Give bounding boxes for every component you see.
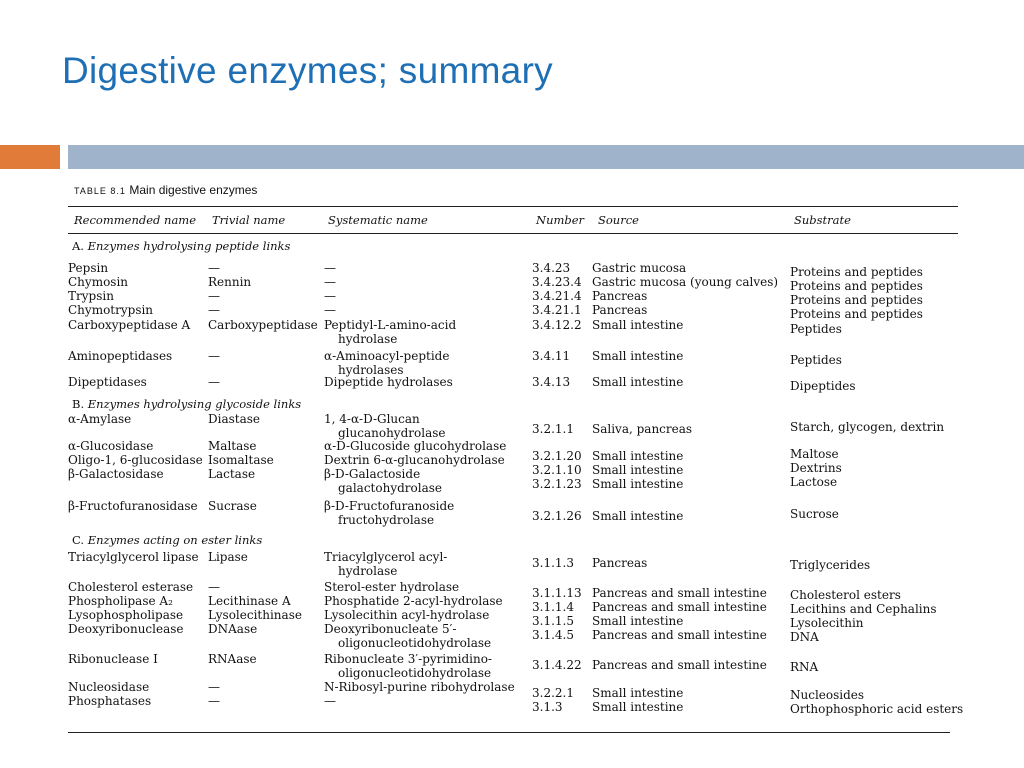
table-rule [68,206,958,207]
enzyme-table [62,178,964,738]
cell-trivial-name: — [208,261,220,275]
table-rule [68,233,958,234]
cell-recommended-name: Phosphatases [68,694,152,708]
cell-recommended-name: α-Glucosidase [68,439,154,453]
cell-systematic-name: 1, 4-α-D-Glucan [324,412,420,426]
section-letter: B. [72,397,88,411]
cell-recommended-name: Carboxypeptidase A [68,318,191,332]
cell-source: Gastric mucosa (young calves) [592,275,779,289]
cell-trivial-name: Isomaltase [208,453,274,467]
cell-systematic-name: Lysolecithin acyl-hydrolase [324,608,490,622]
cell-systematic-name: — [324,261,336,275]
cell-systematic-name-cont: hydrolases [338,363,404,377]
cell-number: 3.4.12.2 [532,318,582,332]
cell-number: 3.1.4.5 [532,628,574,642]
cell-number: 3.2.1.1 [532,422,574,436]
cell-substrate: Sucrose [790,507,839,521]
cell-number: 3.1.1.3 [532,556,574,570]
section-heading [72,240,290,253]
column-header-systematic: Systematic name [328,213,428,227]
cell-substrate: RNA [790,660,819,674]
table-caption [74,184,257,198]
accent-bar-blue [68,145,1024,169]
cell-trivial-name: Maltase [208,439,257,453]
cell-number: 3.1.4.22 [532,658,582,672]
cell-source: Small intestine [592,375,684,389]
cell-systematic-name: — [324,303,336,317]
cell-recommended-name: Chymotrypsin [68,303,154,317]
cell-substrate: Maltose [790,447,839,461]
cell-trivial-name: Lactase [208,467,256,481]
cell-recommended-name: Oligo-1, 6-glucosidase [68,453,203,467]
cell-number: 3.4.21.1 [532,303,582,317]
cell-trivial-name: — [208,694,220,708]
cell-number: 3.1.1.13 [532,586,582,600]
cell-source: Pancreas and small intestine [592,658,767,672]
cell-systematic-name: Ribonucleate 3′-pyrimidino- [324,652,492,666]
cell-systematic-name: Dextrin 6-α-glucanohydrolase [324,453,505,467]
cell-systematic-name: α-D-Glucoside glucohydrolase [324,439,507,453]
cell-substrate: Peptides [790,322,842,336]
cell-source: Pancreas and small intestine [592,628,767,642]
cell-source: Pancreas [592,289,648,303]
cell-number: 3.4.23.4 [532,275,582,289]
cell-recommended-name: Nucleosidase [68,680,150,694]
cell-substrate: Orthophosphoric acid esters [790,702,964,716]
section-title: Enzymes hydrolysing peptide links [87,239,291,253]
cell-source: Small intestine [592,449,684,463]
page-title: Digestive enzymes; summary [62,50,553,91]
cell-number: 3.1.1.5 [532,614,574,628]
cell-source: Gastric mucosa [592,261,687,275]
cell-trivial-name: — [208,289,220,303]
cell-systematic-name: Triacylglycerol acyl- [324,550,448,564]
column-header-source: Source [598,213,639,227]
cell-source: Small intestine [592,349,684,363]
cell-substrate: Proteins and peptides [790,307,923,321]
cell-systematic-name-cont: glucanohydrolase [338,426,446,440]
cell-recommended-name: Triacylglycerol lipase [68,550,199,564]
cell-number: 3.4.23 [532,261,571,275]
cell-substrate: Proteins and peptides [790,265,923,279]
cell-number: 3.4.13 [532,375,571,389]
cell-trivial-name: Lipase [208,550,248,564]
cell-trivial-name: DNAase [208,622,258,636]
cell-systematic-name: — [324,275,336,289]
column-header-substrate: Substrate [794,213,851,227]
cell-substrate: Lactose [790,475,838,489]
section-title: Enzymes acting on ester links [87,533,263,547]
column-header-recommended: Recommended name [74,213,197,227]
cell-systematic-name: Sterol-ester hydrolase [324,580,460,594]
cell-trivial-name: Diastase [208,412,261,426]
cell-source: Saliva, pancreas [592,422,693,436]
cell-systematic-name: — [324,694,336,708]
column-header-trivial: Trivial name [212,213,286,227]
cell-recommended-name: Pepsin [68,261,109,275]
cell-source: Small intestine [592,700,684,714]
cell-source: Pancreas [592,556,648,570]
cell-trivial-name: Rennin [208,275,252,289]
cell-recommended-name: Dipeptidases [68,375,147,389]
cell-recommended-name: Deoxyribonuclease [68,622,184,636]
cell-substrate: Lysolecithin [790,616,864,630]
cell-substrate: Dextrins [790,461,842,475]
cell-number: 3.2.1.10 [532,463,582,477]
cell-substrate: Triglycerides [790,558,871,572]
cell-trivial-name: RNAase [208,652,257,666]
cell-substrate: Starch, glycogen, dextrin [790,420,945,434]
cell-number: 3.4.11 [532,349,571,363]
cell-systematic-name: β-D-Galactoside [324,467,421,481]
cell-substrate: Dipeptides [790,379,856,393]
cell-trivial-name: — [208,349,220,363]
cell-substrate: Proteins and peptides [790,279,923,293]
section-title: Enzymes hydrolysing glycoside links [87,397,302,411]
cell-systematic-name-cont: hydrolase [338,564,398,578]
column-header-number: Number [536,213,585,227]
cell-number: 3.2.1.26 [532,509,582,523]
cell-number: 3.1.3 [532,700,563,714]
cell-recommended-name: Lysophospholipase [68,608,184,622]
cell-systematic-name: β-D-Fructofuranoside [324,499,455,513]
cell-substrate: DNA [790,630,819,644]
cell-source: Small intestine [592,614,684,628]
cell-systematic-name: Phosphatide 2-acyl-hydrolase [324,594,503,608]
table-caption-label: TABLE 8.1 [74,186,130,196]
cell-recommended-name: β-Galactosidase [68,467,164,481]
cell-source: Small intestine [592,509,684,523]
cell-recommended-name: Cholesterol esterase [68,580,194,594]
cell-systematic-name-cont: galactohydrolase [338,481,442,495]
cell-systematic-name: Peptidyl-L-amino-acid [324,318,457,332]
cell-systematic-name-cont: oligonucleotidohydrolase [338,636,492,650]
cell-number: 3.2.1.23 [532,477,582,491]
cell-systematic-name: — [324,289,336,303]
cell-recommended-name: Ribonuclease I [68,652,158,666]
cell-systematic-name: Dipeptide hydrolases [324,375,453,389]
cell-trivial-name: — [208,303,220,317]
cell-systematic-name-cont: oligonucleotidohydrolase [338,666,492,680]
cell-trivial-name: Carboxypeptidase [208,318,318,332]
section-heading [72,398,301,411]
cell-trivial-name: — [208,375,220,389]
table-rule [68,732,950,733]
cell-source: Small intestine [592,686,684,700]
section-letter: A. [72,239,88,253]
cell-substrate: Lecithins and Cephalins [790,602,937,616]
cell-source: Small intestine [592,463,684,477]
cell-recommended-name: β-Fructofuranosidase [68,499,198,513]
cell-number: 3.4.21.4 [532,289,582,303]
cell-source: Small intestine [592,318,684,332]
cell-systematic-name-cont: hydrolase [338,332,398,346]
cell-number: 3.2.1.20 [532,449,582,463]
cell-number: 3.1.1.4 [532,600,574,614]
cell-substrate: Proteins and peptides [790,293,923,307]
cell-trivial-name: — [208,580,220,594]
section-letter: C. [72,533,88,547]
cell-systematic-name: α-Aminoacyl-peptide [324,349,450,363]
accent-bar-orange [0,145,60,169]
cell-number: 3.2.2.1 [532,686,574,700]
cell-source: Pancreas [592,303,648,317]
cell-trivial-name: Lysolecithinase [208,608,302,622]
cell-systematic-name: Deoxyribonucleate 5′- [324,622,457,636]
cell-recommended-name: Trypsin [68,289,114,303]
cell-source: Pancreas and small intestine [592,586,767,600]
cell-source: Small intestine [592,477,684,491]
section-heading [72,534,262,547]
cell-trivial-name: Sucrase [208,499,257,513]
cell-recommended-name: Aminopeptidases [68,349,173,363]
table-caption-text: Main digestive enzymes [129,183,258,197]
cell-substrate: Nucleosides [790,688,865,702]
cell-substrate: Peptides [790,353,842,367]
cell-source: Pancreas and small intestine [592,600,767,614]
cell-substrate: Cholesterol esters [790,588,901,602]
cell-trivial-name: — [208,680,220,694]
cell-recommended-name: Chymosin [68,275,129,289]
cell-recommended-name: Phospholipase A₂ [68,594,173,608]
cell-trivial-name: Lecithinase A [208,594,291,608]
cell-systematic-name-cont: fructohydrolase [338,513,435,527]
cell-recommended-name: α-Amylase [68,412,132,426]
cell-systematic-name: N-Ribosyl-purine ribohydrolase [324,680,515,694]
